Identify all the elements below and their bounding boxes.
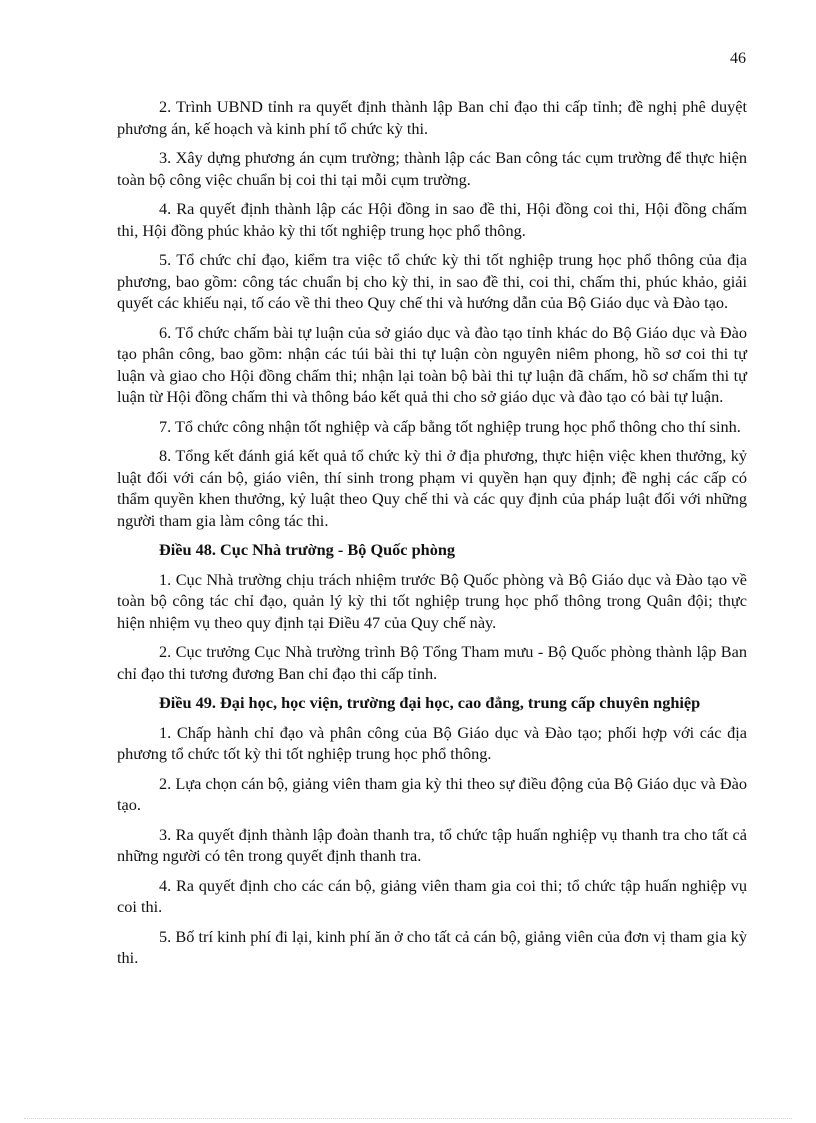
paragraph-6: 6. Tổ chức chấm bài tự luận của sở giáo dục và đào tạo tỉnh khác do Bộ Giáo dục và Đào tạo phân công, bao gồm: nhận các túi bài thi tự luận còn nguyên niêm phong, hồ sơ coi thi tự luận và giao cho Hội đồng chấm thi; nhận lại toàn bộ bài thi tự luận đã chấm, hồ sơ chấm thi tự luận từ Hội đồng chấm thi và thông báo kết quả thi cho sở giáo dục và đào tạo có bài tự luận.	[117, 322, 747, 406]
article-49-paragraph-3: 3. Ra quyết định thành lập đoàn thanh tra, tổ chức tập huấn nghiệp vụ thanh tra cho tất cả những người có tên trong quyết định thanh tra.	[117, 824, 747, 865]
paragraph-8: 8. Tổng kết đánh giá kết quả tổ chức kỳ thi ở địa phương, thực hiện việc khen thưởng, kỷ luật đối với cán bộ, giáo viên, thí sinh trong phạm vi quyền hạn quy định; đề nghị các cấp có thẩm quyền khen thưởng, kỷ luật theo Quy chế thi và các quy định của pháp luật đối với những người tham gia làm công tác thi.	[117, 446, 747, 530]
paragraph-3: 3. Xây dựng phương án cụm trường; thành lập các Ban công tác cụm trường để thực hiện toàn bộ công việc chuẩn bị coi thi tại mỗi cụm trường.	[117, 148, 747, 189]
page-number: 46	[730, 50, 746, 67]
paragraph-5: 5. Tổ chức chỉ đạo, kiểm tra việc tổ chức kỳ thi tốt nghiệp trung học phổ thông của địa phương, bao gồm: công tác chuẩn bị cho kỳ thi, in sao đề thi, coi thi, chấm thi, phúc khảo, giải quyết các khiếu nại, tố cáo về thi theo Quy chế thi và hướng dẫn của Bộ Giáo dục và Đào tạo.	[117, 250, 747, 312]
article-48-heading: Điều 48. Cục Nhà trường - Bộ Quốc phòng	[159, 540, 456, 559]
document-body	[117, 96, 747, 977]
article-49-paragraph-2: 2. Lựa chọn cán bộ, giảng viên tham gia kỳ thi theo sự điều động của Bộ Giáo dục và Đào tạo.	[117, 773, 747, 814]
article-49-paragraph-4: 4. Ra quyết định cho các cán bộ, giảng viên tham gia coi thi; tổ chức tập huấn nghiệp vụ coi thi.	[117, 875, 747, 916]
paragraph-7: 7. Tổ chức công nhận tốt nghiệp và cấp bằng tốt nghiệp trung học phổ thông cho thí sinh.	[159, 416, 741, 436]
article-49-heading: Điều 49. Đại học, học viện, trường đại học, cao đẳng, trung cấp chuyên nghiệp	[159, 693, 701, 712]
paragraph-4: 4. Ra quyết định thành lập các Hội đồng in sao đề thi, Hội đồng coi thi, Hội đồng chấm thi, Hội đồng phúc khảo kỳ thi tốt nghiệp trung học phổ thông.	[117, 199, 747, 240]
article-49-paragraph-1: 1. Chấp hành chỉ đạo và phân công của Bộ Giáo dục và Đào tạo; phối hợp với các địa phương tổ chức tốt kỳ thi tốt nghiệp trung học phổ thông.	[117, 722, 747, 763]
article-49-paragraph-5: 5. Bố trí kinh phí đi lại, kinh phí ăn ở cho tất cả cán bộ, giảng viên của đơn vị tham gia kỳ thi.	[117, 926, 747, 967]
article-48-paragraph-1: 1. Cục Nhà trường chịu trách nhiệm trước Bộ Quốc phòng và Bộ Giáo dục và Đào tạo về toàn bộ công tác chỉ đạo, quản lý kỳ thi tốt nghiệp trung học phổ thông trong Quân đội; thực hiện nhiệm vụ theo quy định tại Điều 47 của Quy chế này.	[117, 569, 747, 632]
article-48-paragraph-2: 2. Cục trưởng Cục Nhà trường trình Bộ Tổng Tham mưu - Bộ Quốc phòng thành lập Ban chỉ đạo thi tương đương Ban chỉ đạo thi cấp tỉnh.	[117, 642, 747, 683]
page-bottom-divider	[24, 1118, 792, 1119]
paragraph-2: 2. Trình UBND tỉnh ra quyết định thành lập Ban chỉ đạo thi cấp tỉnh; đề nghị phê duyệt phương án, kế hoạch và kinh phí tổ chức kỳ thi.	[117, 97, 747, 138]
